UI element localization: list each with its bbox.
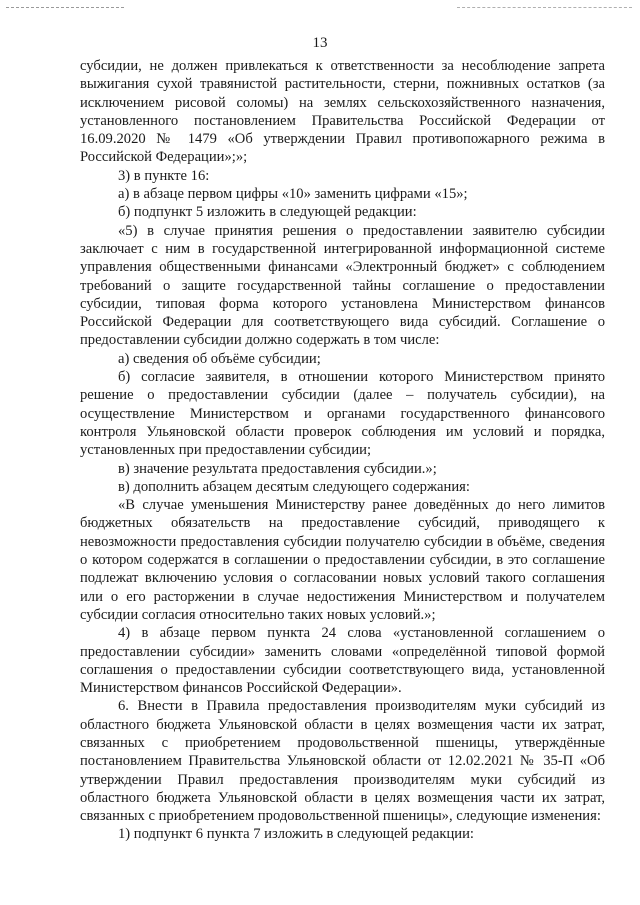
paragraph: 3) в пункте 16: [118,167,210,184]
paragraph: в) дополнить абзацем десятым следующего содержания: [118,478,470,495]
paragraph: 6. Внести в Правила предоставления производителям муки субсидий из областного бюджета Ульяновской области в целях возмещения части их затрат, связанных с приобретением продовольственной пшеницы, утверждённые постановлением Правительства Ульяновской области от 12.02.2021 № 35-П «Об утверждении Правил предоставления производителям муки субсидий из областного бюджета Ульяновской области в целях возмещения части их затрат, связанных с приобретением продовольственной пшеницы», следующие изменения: [80,698,605,825]
paragraph: а) в абзаце первом цифры «10» заменить цифрами «15»; [118,186,468,203]
paragraph: а) сведения об объёме субсидии; [118,350,321,367]
paragraph: б) согласие заявителя, в отношении которого Министерством принято решение о предоставлении субсидии (далее – получатель субсидии), на осуществление Министерством и органами государственного финансового контроля Ульяновской области проверок соблюдения им условий и порядка, установленных при предоставлении субсидии; [80,369,605,459]
scan-artifact-line [457,7,632,8]
page-number: 13 [312,35,328,51]
document-body [80,57,605,844]
paragraph: «5) в случае принятия решения о предоставлении заявителю субсидии заключает с ним в государственной интегрированной информационной системе управления общественными финансами «Электронный бюджет» с соблюдением требований о защите государственной тайны соглашение о предоставлении субсидии, типовая форма которого установлена Министерством финансов Российской Федерации для соответствующего вида субсидий. Соглашение о предоставлении субсидии должно содержать в том числе: [80,222,605,349]
paragraph: б) подпункт 5 изложить в следующей редакции: [118,204,417,221]
scan-artifact-line [6,7,124,8]
paragraph: субсидии, не должен привлекаться к ответственности за несоблюдение запрета выжигания сухой травянистой растительности, стерни, пожнивных остатков (за исключением рисовой соломы) на землях сельскохозяйственного назначения, установленного постановлением Правительства Российской Федерации от 16.09.2020 № 1479 «Об утверждении Правил противопожарного режима в Российской Федерации»;»; [80,58,605,166]
paragraph: «В случае уменьшения Министерству ранее доведённых до него лимитов бюджетных обязательств на предоставление субсидий, приводящего к невозможности предоставления субсидии получателю субсидии в объёме, сведения о котором содержатся в соглашении о предоставлении субсидии, в это соглашение подлежат включению условия о согласовании новых условий такого соглашения или о его расторжении в случае недостижения Министерством и получателем субсидии согласия относительно таких новых условий.»; [80,497,605,623]
paragraph: в) значение результата предоставления субсидии.»; [118,460,437,477]
paragraph: 1) подпункт 6 пункта 7 изложить в следующей редакции: [118,826,474,843]
paragraph: 4) в абзаце первом пункта 24 слова «установленной соглашением о предоставлении субсидии» заменить словами «определённой типовой формой соглашения о предоставлении субсидии соответствующего вида, установленной Министерством финансов Российской Федерации». [80,625,605,697]
